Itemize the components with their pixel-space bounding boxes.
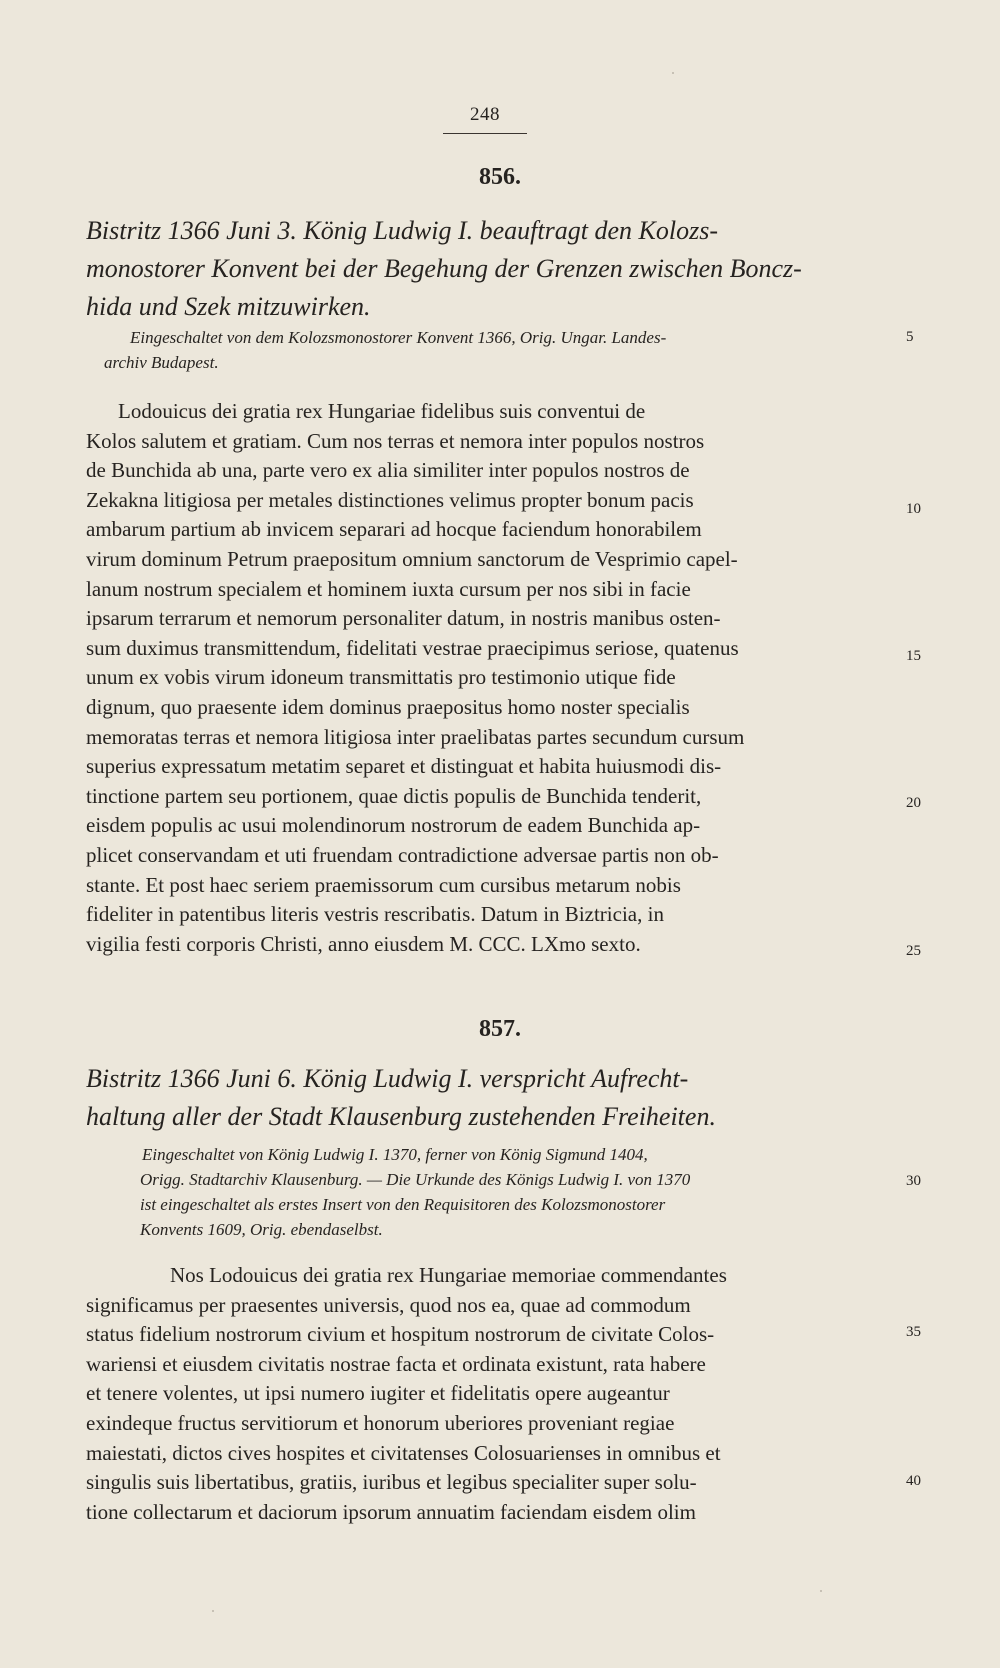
text-line: Kolos salutem et gratiam. Cum nos terras et nemora inter populos nostros [86,428,705,453]
note-line: ist eingeschaltet als erstes Insert von den Requisitoren des Kolozsmonostorer [140,1195,666,1214]
regest-line: hida und Szek mitzuwirken. [86,292,371,321]
text-line: stante. Et post haec seriem praemissorum cum cursibus metarum nobis [86,872,681,897]
note-line: Eingeschaltet von dem Kolozsmonostorer Konvent 1366, Orig. Ungar. Landes- [130,328,667,347]
regest-856 [86,212,896,326]
regest-857 [86,1060,896,1136]
margin-line-number: 15 [906,648,921,664]
note-line: Eingeschaltet von König Ludwig I. 1370, ferner von König Sigmund 1404, [142,1145,648,1164]
text-line: plicet conservandam et uti fruendam contradictione adversae partis non ob- [86,842,719,867]
margin-line-number: 25 [906,943,921,959]
text-line: dignum, quo praesente idem dominus praepositus homo noster specialis [86,694,690,719]
text-line: maiestati, dictos cives hospites et civitatenses Colosuarienses in omnibus et [86,1440,721,1465]
text-line: Nos Lodouicus dei gratia rex Hungariae memoriae commendantes [170,1263,727,1287]
document-text-857 [86,1261,898,1527]
margin-line-number: 20 [906,795,921,811]
text-line: unum ex vobis virum idoneum transmittatis pro testimonio utique fide [86,665,676,690]
margin-line-number: 10 [906,501,921,517]
margin-line-number: 35 [906,1324,921,1340]
text-line: vigilia festi corporis Christi, anno eiusdem M. CCC. LXmo sexto. [86,931,641,956]
regest-line: Bistritz 1366 Juni 6. König Ludwig I. verspricht Aufrecht- [86,1064,689,1093]
text-line: tione collectarum et daciorum ipsorum annuatim faciendam eisdem olim [86,1499,696,1524]
note-line: Origg. Stadtarchiv Klausenburg. — Die Urkunde des Königs Ludwig I. von 1370 [140,1170,691,1189]
text-line: ipsarum terrarum et nemorum personaliter datum, in nostris manibus osten- [86,606,721,631]
text-line: wariensi et eiusdem civitatis nostrae facta et ordinata existunt, rata habere [86,1351,706,1376]
text-line: memoratas terras et nemora litigiosa inter praelibatas partes secundum cursum [86,724,745,749]
document-number-857: 857. [479,1016,521,1042]
text-line: lanum nostrum specialem et hominem iuxta cursum per nos sibi in facie [86,576,691,601]
text-line: virum dominum Petrum praepositum omnium sanctorum de Vesprimio capel- [86,546,738,571]
text-line: sum duximus transmittendum, fidelitati vestrae praecipimus seriose, quatenus [86,635,739,660]
text-line: Lodouicus dei gratia rex Hungariae fidelibus suis conventui de [118,399,646,423]
note-line: Konvents 1609, Orig. ebendaselbst. [140,1220,383,1239]
paper-speck [212,1610,214,1612]
text-line: Zekakna litigiosa per metales distinctiones velimus propter bonum pacis [86,487,694,512]
note-line: archiv Budapest. [104,353,219,372]
text-line: singulis suis libertatibus, gratiis, iuribus et legibus specialiter super solu- [86,1470,697,1495]
page-number-rule [443,133,527,134]
document-number-856: 856. [479,164,521,190]
margin-line-number: 5 [906,329,914,345]
source-note-856 [86,325,896,375]
regest-line: haltung aller der Stadt Klausenburg zustehenden Freiheiten. [86,1102,716,1131]
regest-line: Bistritz 1366 Juni 3. König Ludwig I. beauftragt den Kolozs- [86,216,718,245]
text-line: exindeque fructus servitiorum et honorum uberiores proveniant regiae [86,1410,675,1435]
regest-line: monostorer Konvent bei der Begehung der Grenzen zwischen Boncz- [86,254,802,283]
text-line: eisdem populis ac usui molendinorum nostrorum de eadem Bunchida ap- [86,813,701,838]
text-line: superius expressatum metatim separet et distinguat et habita huiusmodi dis- [86,754,722,779]
paper-speck [820,1590,822,1592]
margin-line-number: 30 [906,1173,921,1189]
page-number: 248 [470,104,500,125]
text-line: tinctione partem seu portionem, quae dictis populis de Bunchida tenderit, [86,783,702,808]
margin-line-number: 40 [906,1473,921,1489]
text-line: de Bunchida ab una, parte vero ex alia similiter inter populos nostros de [86,458,690,483]
text-line: fideliter in patentibus literis vestris rescribatis. Datum in Biztricia, in [86,902,664,927]
text-line: significamus per praesentes universis, quod nos ea, quae ad commodum [86,1292,691,1317]
source-note-857 [86,1142,896,1242]
text-line: et tenere volentes, ut ipsi numero iugiter et fidelitatis opere augeantur [86,1381,670,1406]
text-line: status fidelium nostrorum civium et hospitum nostrorum de civitate Colos- [86,1322,715,1347]
text-line: ambarum partium ab invicem separari ad hocque faciendum honorabilem [86,517,702,542]
document-text-856 [86,397,898,959]
paper-speck [672,72,674,74]
